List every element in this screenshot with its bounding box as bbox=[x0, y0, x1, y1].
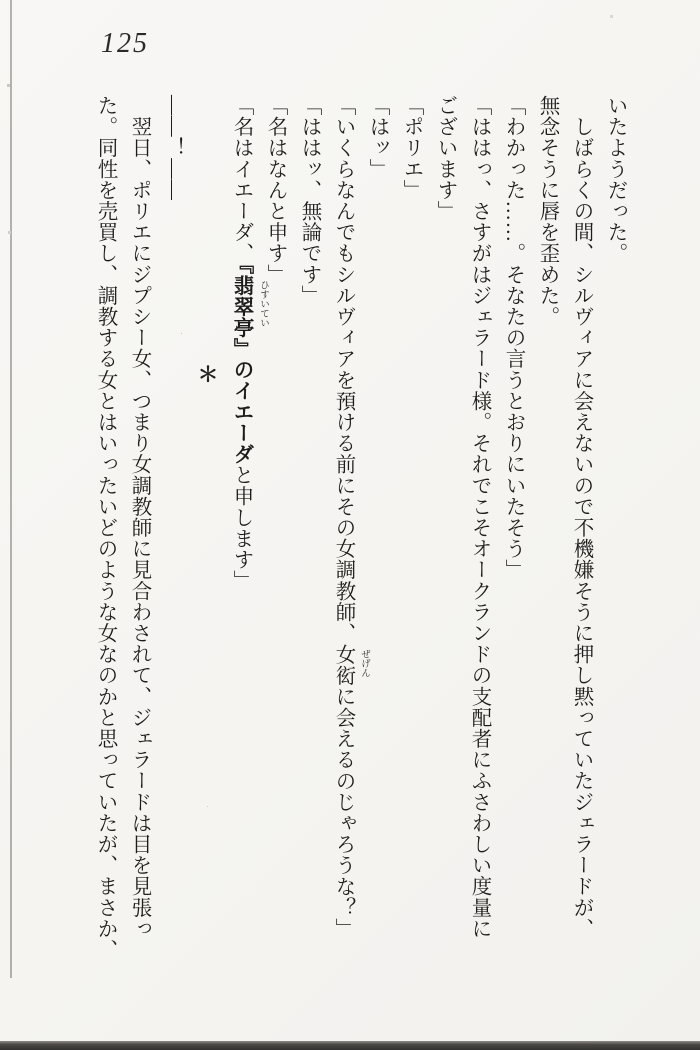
section-break-line bbox=[190, 95, 224, 975]
text-line: 「ははッ、無論です」 bbox=[298, 95, 320, 306]
text-line: 「ポリエ」 bbox=[400, 95, 422, 201]
text-line: 「名はイエーダ、『翡翠亭 ひすいてい 』のイエーダと申します」 bbox=[230, 95, 268, 592]
text-line: 無念そうに唇を歪めた。 bbox=[536, 95, 558, 328]
text-line: 「いくらなんでもシルヴィアを預ける前にその女調教師、女衒 ぜげん に会えるのじゃろうな？」 bbox=[332, 95, 369, 940]
text-line: いたようだった。 bbox=[604, 95, 626, 264]
furigana: ぜげん bbox=[359, 648, 369, 678]
scan-specks bbox=[0, 0, 1, 1]
furigana: ひすいてい bbox=[258, 279, 268, 328]
text-line: 「ははっ、さすがはジェラード様。それでこそオークランドの支配者にふさわしい度量に bbox=[468, 95, 490, 939]
text-line: 翌日、ポリエにジプシー女、つまり女調教師に見合わされて、ジェラードは目を見張っ bbox=[128, 95, 150, 939]
text-line: 「名はなんと申す」 bbox=[264, 95, 286, 285]
text-line: ――！―― bbox=[162, 95, 184, 201]
text-line: た。同性を売買し、調教する女とはいったいどのような女なのかと思っていたが、まさか、 bbox=[94, 95, 116, 961]
vertical-text-block bbox=[88, 95, 632, 975]
page-number: 125 bbox=[101, 28, 149, 59]
asterisk-separator: ＊ bbox=[195, 363, 219, 385]
page-gutter-line bbox=[10, 0, 12, 978]
book-bottom-edge bbox=[0, 1041, 700, 1050]
text-line: ございます」 bbox=[434, 95, 456, 222]
text-line: 「はッ」 bbox=[366, 95, 388, 180]
text-line: しばらくの間、シルヴィアに会えないので不機嫌そうに押し黙っていたジェラードが、 bbox=[570, 95, 592, 939]
text-line: 「わかった……。そなたの言うとおりにいたそう」 bbox=[502, 95, 524, 581]
